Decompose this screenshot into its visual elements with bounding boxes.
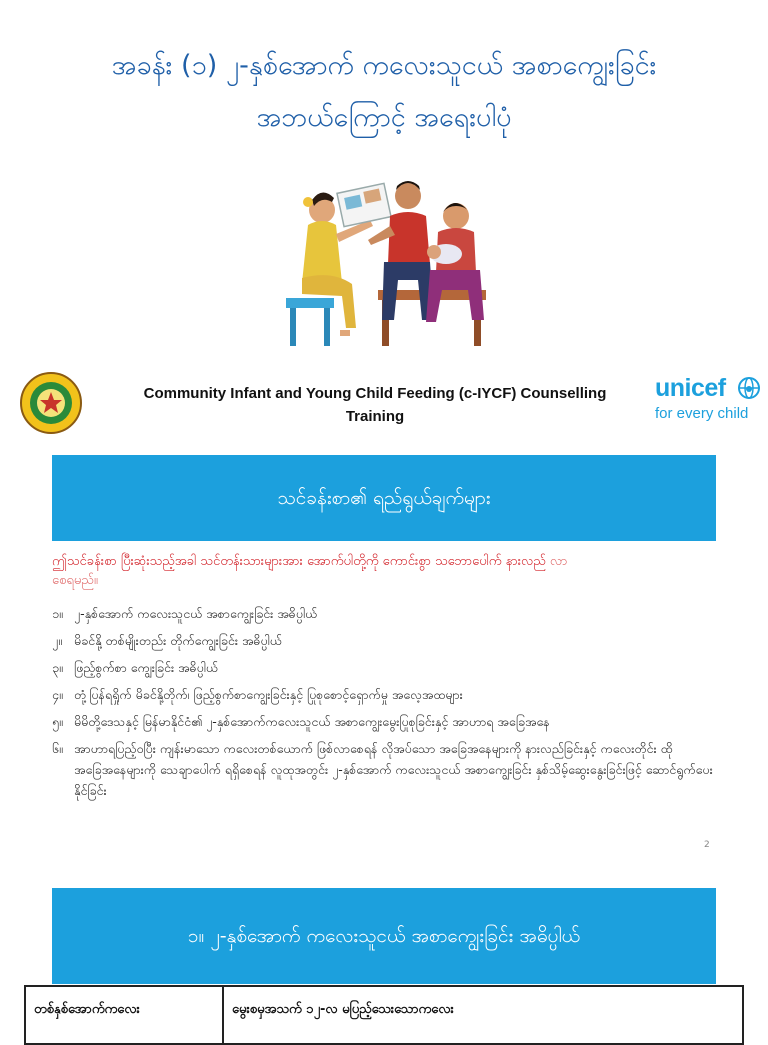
training-title-line2: Training — [345, 408, 405, 425]
list-item — [52, 603, 716, 624]
definition-table — [24, 985, 744, 1045]
unicef-tagline: for every child — [655, 405, 749, 422]
page-title — [0, 40, 768, 144]
unicef-globe-icon — [737, 376, 761, 400]
ministry-seal — [20, 372, 82, 434]
list-item — [52, 684, 716, 705]
training-title — [110, 382, 640, 428]
objectives-intro-text: ဤသင်ခန်းစာ ပြီးဆုံးသည့်အခါ သင်တန်းသားများအား အောက်ပါတို့ကို ကောင်းစွာ သဘောပေါက် နားလည် — [52, 554, 546, 569]
training-title-line1: Community Infant and Young Child Feeding (c-IYCF) Counselling — [143, 385, 607, 402]
list-item-text: တုံ့ပြန်ရရှိုက် မိခင်နို့တိုက်၊ ဖြည့်စွက်စာကျွေးခြင်းနှင့် ပြုစုစောင့်ရှောက်မှု အလေ့အထများ — [74, 687, 463, 702]
list-item — [52, 738, 716, 801]
list-item-text: မိခင်နို့ တစ်မျိုးတည်း တိုက်ကျွေးခြင်း အဓိပ္ပါယ် — [74, 633, 282, 648]
list-item-text: ၂-နှစ်အောက် ကလေးသူငယ် အစာကျွေးခြင်း အဓိပ္ပါယ် — [74, 606, 318, 621]
objectives-intro — [52, 552, 716, 590]
page-title-line2: အဘယ်ကြောင့် အရေးပါပုံ — [256, 102, 512, 133]
list-item-number: ၄။ — [52, 687, 63, 702]
list-item — [52, 657, 716, 678]
objectives-list — [52, 603, 716, 807]
list-item-number: ၅။ — [52, 714, 63, 729]
objectives-intro-tail: လာ — [549, 554, 568, 569]
list-item-number: ၆။ — [52, 741, 63, 756]
list-item-text: မိမိတို့ဒေသနှင့် မြန်မာနိုင်ငံ၏ ၂-နှစ်အောက်ကလေးသူငယ် အစာကျွေးမွေးပြုစုခြင်းနှင့် အာဟာရ အခြေအနေ — [74, 714, 550, 729]
section-banner: ၁။ ၂-နှစ်အောက် ကလေးသူငယ် အစာကျွေးခြင်း အဓိပ္ပါယ် — [52, 888, 716, 984]
list-item-number: ၁။ — [52, 606, 63, 621]
header-row — [0, 362, 768, 438]
objectives-intro-line2: စေရမည်။ — [52, 573, 98, 588]
page-number: 2 — [704, 840, 710, 850]
list-item — [52, 630, 716, 651]
counselling-illustration — [278, 170, 490, 350]
objectives-banner: သင်ခန်းစာ၏ ရည်ရွယ်ချက်များ — [52, 455, 716, 541]
list-item-text: ဖြည့်စွက်စာ ကျွေးခြင်း အဓိပ္ပါယ် — [74, 660, 219, 675]
list-item — [52, 711, 716, 732]
unicef-logo — [655, 374, 765, 434]
list-item-text: အာဟာရပြည့်ဝပြီး ကျန်းမာသော ကလေးတစ်ယောက် ဖြစ်လာစေရန် လိုအပ်သော အခြေအနေများကို နားလည်ခြင်းနှင့် ကလေးတိုင်း ထိုအခြေအနေများကို သေချာပေါက် ရရှိစေရန် လူထုအတွင်း ၂-နှစ်အောက် ကလေးသူငယ် အစာကျွေးခြင်း နှစ်သိမ့်ဆွေးနွေးခြင်းဖြင့် ဆောင်ရွက်ပေးနိုင်ခြင်း — [74, 741, 713, 798]
page-title-line1: အခန်း (၁) ၂-နှစ်အောက် ကလေးသူငယ် အစာကျွေးခြင်း — [111, 50, 657, 81]
list-item-number: ၃။ — [52, 660, 63, 675]
list-item-number: ၂။ — [52, 633, 62, 648]
table-cell-term: တစ်နှစ်အောက်ကလေး — [26, 987, 224, 1043]
table-cell-definition: မွေးစမှအသက် ၁၂-လ မပြည့်သေးသောကလေး — [232, 1002, 454, 1017]
unicef-wordmark: unicef — [655, 374, 726, 402]
